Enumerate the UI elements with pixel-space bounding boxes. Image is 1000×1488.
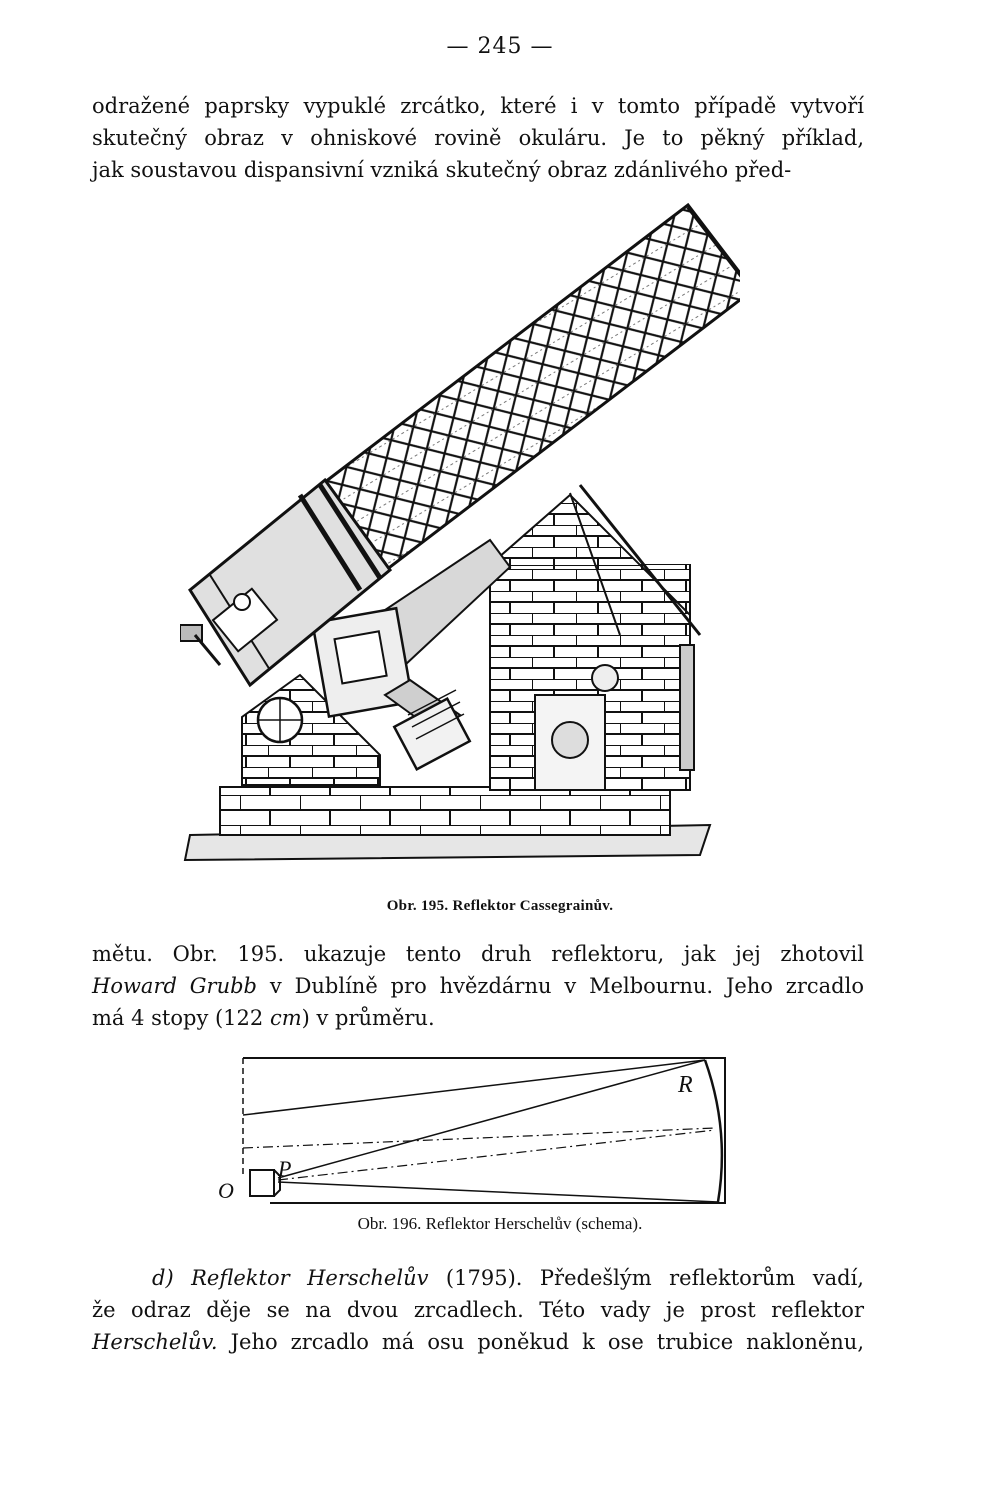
paragraph-3 — [92, 1262, 864, 1358]
text-line — [92, 1002, 864, 1034]
person-name: Howard Grubb — [92, 974, 258, 998]
text-line: že odraz děje se na dvou zrcadlech. Této vady je prost reflektor — [92, 1298, 864, 1322]
text-segment: má 4 stopy (122 — [92, 1006, 270, 1030]
text-line — [92, 1262, 864, 1294]
unit: cm — [269, 1006, 302, 1030]
text-line: odražené paprsky vypuklé zrcátko, které i v tomto případě vytvoří — [92, 94, 864, 118]
label-o: O — [218, 1178, 234, 1203]
paragraph-2 — [92, 938, 864, 1034]
text-line — [92, 970, 864, 1002]
text-line: mětu. Obr. 195. ukazuje tento druh reflektoru, jak jej zhotovil — [92, 942, 864, 966]
telescope-illustration — [180, 195, 740, 885]
text-segment: Jeho zrcadlo má osu poněkud k ose trubice nakloněnu, — [217, 1330, 864, 1354]
text-segment: ) v průměru. — [301, 1006, 435, 1030]
figure-195-caption: Obr. 195. Reflektor Cassegrainův. — [386, 898, 614, 914]
herschel-schema-diagram — [210, 1050, 740, 1210]
section-heading: d) Reflektor Herschelův — [152, 1266, 429, 1290]
text-line: jak soustavou dispansivní vzniká skutečný obraz zdánlivého před- — [92, 158, 792, 182]
paragraph-1 — [92, 90, 864, 186]
person-name: Herschelův. — [92, 1330, 218, 1354]
text-segment: v Dublíně pro hvězdárnu v Melbournu. Jeho zrcadlo — [257, 974, 864, 998]
text-segment: (1795). Předešlým reflektorům vadí, — [428, 1266, 864, 1290]
text-line — [92, 1326, 864, 1358]
label-p: P — [278, 1156, 292, 1181]
label-r: R — [678, 1072, 693, 1098]
page-number: — 245 — — [446, 34, 554, 59]
text-line: skutečný obraz v ohniskové rovině okuláru. Je to pěkný příklad, — [92, 126, 864, 150]
figure-196-caption: Obr. 196. Reflektor Herschelův (schema). — [357, 1214, 643, 1233]
